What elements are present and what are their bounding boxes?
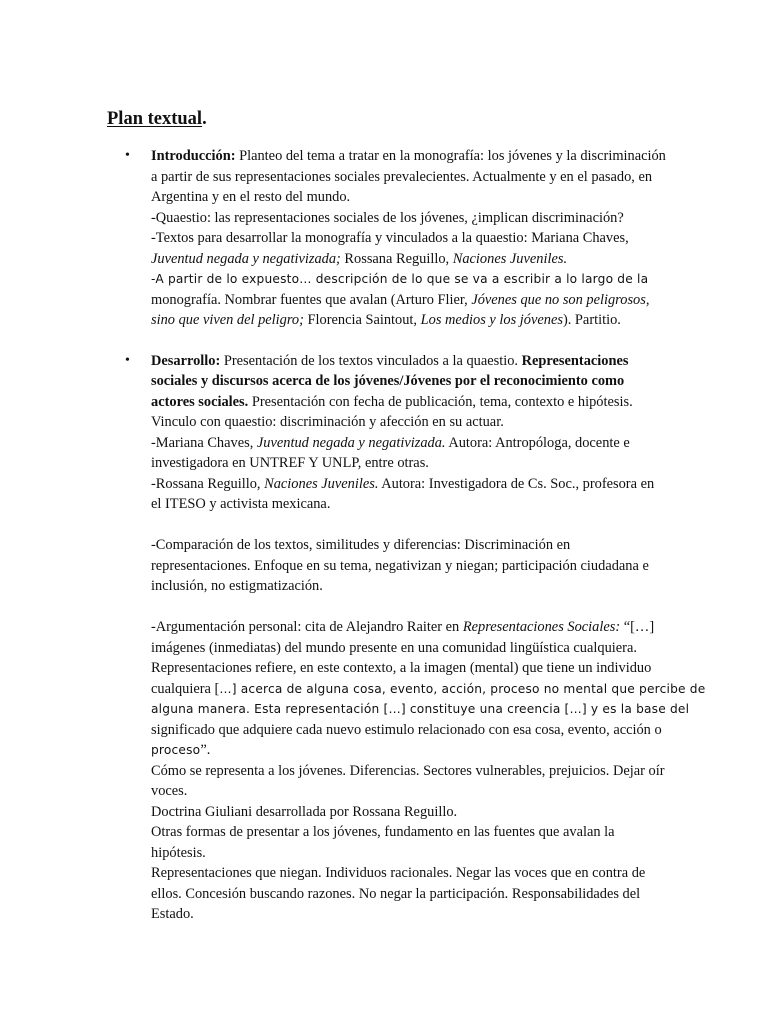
section-list	[107, 146, 706, 925]
text-run: -Mariana Chaves,	[151, 434, 257, 451]
text-line: -Quaestio: las representaciones sociales de los jóvenes, ¿implican discriminación?	[151, 209, 624, 226]
text-line: representaciones. Enfoque en su tema, negativizan y niegan; participación ciudadana e	[151, 557, 649, 574]
section-label: Desarrollo:	[151, 352, 221, 369]
handwritten-run: …] acerca de alguna cosa, evento, acción, proceso no mental que percibe de	[219, 681, 706, 696]
text-run: ). Partitio.	[562, 312, 621, 328]
work-title: Naciones Juveniles.	[452, 250, 568, 267]
text-line	[151, 433, 698, 454]
text-line: significado que adquiere cada nuevo estimulo relacionado con esa cosa, evento, acción o	[151, 721, 662, 738]
text-line: Representaciones que niegan. Individuos racionales. Negar las voces que en contra de	[151, 865, 646, 881]
text-line: el ITESO y activista mexicana.	[151, 496, 331, 512]
blank-line	[151, 597, 698, 618]
list-item-desarrollo	[107, 351, 706, 925]
text-line: -Textos para desarrollar la monografía y vinculados a la quaestio: Mariana Chaves,	[151, 230, 629, 246]
text-line: a partir de sus representaciones sociales prevalecientes. Actualmente y en el pasado, en	[151, 168, 653, 185]
work-title: Juventud negada y negativizada;	[151, 250, 341, 267]
text-line	[151, 392, 698, 413]
work-title: Jóvenes que no son peligrosos,	[471, 291, 650, 308]
section-label: Introducción:	[151, 148, 236, 164]
text-run: Rossana Reguillo,	[340, 250, 453, 267]
work-title: sino que viven del peligro;	[151, 312, 304, 328]
text-line: voces.	[151, 783, 188, 799]
text-line: Doctrina Giuliani desarrollada por Rossana Reguillo.	[151, 803, 458, 820]
work-title: Los medios y los jóvenes	[420, 312, 563, 328]
handwritten-run: proceso	[151, 743, 201, 757]
text-line: imágenes (inmediatas) del mundo presente en una comunidad lingüística cualquiera.	[151, 639, 637, 656]
text-run: monografía. Nombrar fuentes que avalan (Arturo Flier,	[151, 291, 472, 308]
text-run: Presentación de los textos vinculados a la quaestio.	[220, 352, 522, 369]
bold-line: sociales y discursos acerca de los jóvenes/Jóvenes por el reconocimiento como	[151, 373, 625, 389]
text-line	[151, 740, 698, 761]
text-line: ellos. Concesión buscando razones. No negar la participación. Responsabilidades del	[151, 885, 641, 902]
title-text: Plan textual	[107, 109, 203, 129]
work-title: Representaciones Sociales:	[462, 619, 621, 635]
text-run: Autora: Investigadora de Cs. Soc., profesora en	[378, 475, 655, 492]
text-run: -Rossana Reguillo,	[151, 475, 265, 492]
text-run: ”.	[200, 742, 211, 758]
list-item-introduccion	[107, 146, 698, 331]
text-line: Otras formas de presentar a los jóvenes, fundamento en las fuentes que avalan la	[151, 824, 615, 840]
work-title: Naciones Juveniles.	[264, 475, 379, 492]
bullet-icon: •	[125, 148, 130, 163]
text-line	[151, 146, 698, 167]
text-line	[151, 290, 698, 311]
text-line: Estado.	[151, 906, 194, 922]
text-run: Autora: Antropóloga, docente e	[445, 434, 630, 451]
bold-run: Representaciones	[521, 352, 629, 369]
text-line	[151, 617, 698, 638]
text-run: Florencia Saintout,	[303, 312, 421, 328]
text-line	[151, 679, 706, 700]
text-line: investigadora en UNTREF Y UNLP, entre otras.	[151, 455, 429, 471]
text-line	[151, 249, 698, 270]
text-line	[151, 474, 698, 495]
text-line: inclusión, no estigmatización.	[151, 578, 323, 594]
text-line: Cómo se representa a los jóvenes. Diferencias. Sectores vulnerables, prejuicios. Dejar oír	[151, 762, 665, 779]
text-run: cualquiera [	[151, 680, 220, 697]
blank-line	[151, 515, 698, 536]
text-run: Planteo del tema a tratar en la monografía: los jóvenes y la discriminación	[235, 148, 666, 164]
title-period: .	[202, 109, 207, 129]
text-run: Presentación con fecha de publicación, tema, contexto e hipótesis.	[248, 393, 633, 410]
bold-run: actores sociales.	[151, 393, 249, 410]
text-line: -Comparación de los textos, similitudes y diferencias: Discriminación en	[151, 537, 571, 553]
text-run: -Argumentación personal: cita de Alejandro Raiter en	[151, 619, 463, 635]
text-run: “[…]	[620, 619, 655, 635]
text-line: Argentina y en el resto del mundo.	[151, 189, 351, 205]
text-line: Vinculo con quaestio: discriminación y afección en su actuar.	[151, 414, 504, 430]
work-title: Juventud negada y negativizada.	[256, 434, 446, 451]
handwritten-line: -A partir de lo expuesto… descripción de lo que se va a escribir a lo largo de la	[151, 272, 649, 286]
text-line: hipótesis.	[151, 844, 206, 861]
handwritten-line: alguna manera. Esta representación […] constituye una creencia […] y es la base del	[151, 702, 690, 716]
text-line	[151, 351, 698, 372]
page-title	[107, 106, 698, 132]
text-line: Representaciones refiere, en este contexto, a la imagen (mental) que tiene un individuo	[151, 660, 652, 676]
text-line	[151, 310, 698, 331]
bullet-icon: •	[125, 352, 130, 368]
